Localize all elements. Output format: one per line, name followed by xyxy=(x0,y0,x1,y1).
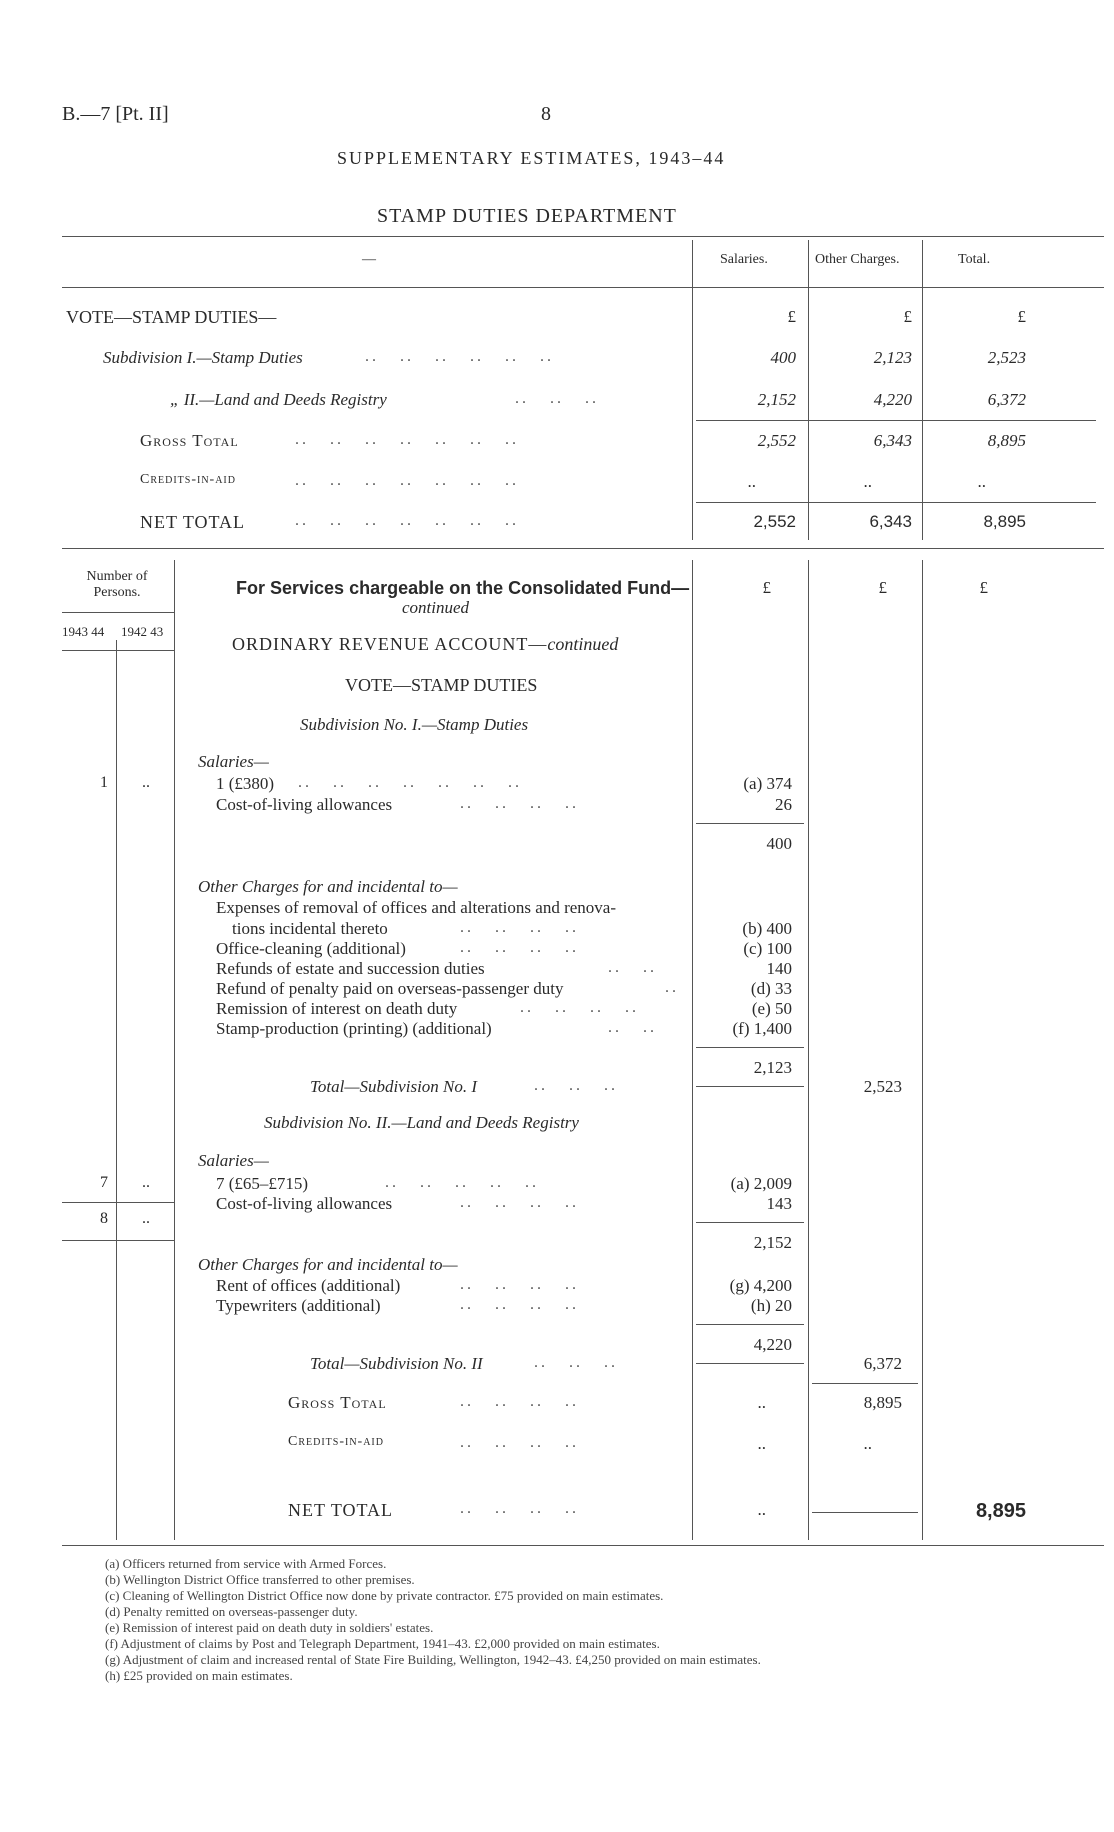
dot-leader: .. .. .. .. .. .. .. xyxy=(298,774,522,791)
net-total-total: 8,895 xyxy=(975,1500,1026,1522)
line-item-label: Office-cleaning (additional) xyxy=(216,939,406,958)
line-item-amount: 140 xyxy=(766,959,792,978)
column-header-other-charges: Other Charges. xyxy=(815,252,900,267)
dot-leader: .. .. .. xyxy=(515,390,599,407)
line-item-amount: (c) 100 xyxy=(743,939,792,958)
other-charges-subtotal: 4,220 xyxy=(753,1335,792,1354)
salaries-heading: Salaries— xyxy=(198,752,269,771)
summary-salaries-value: 400 xyxy=(770,348,796,367)
gross-total-label: Gross Total xyxy=(288,1393,387,1412)
persons-year-current: 1943 44 xyxy=(62,624,105,639)
line-item-amount: (a) 374 xyxy=(743,774,792,793)
dot-leader: .. .. xyxy=(608,1019,657,1036)
persons-count-previous: .. xyxy=(142,1174,150,1191)
dot-leader: .. .. .. .. xyxy=(460,1296,579,1313)
salaries-subtotal: 400 xyxy=(766,834,792,853)
dot-leader: .. .. .. .. xyxy=(460,939,579,956)
gross-total-salaries: .. xyxy=(757,1393,766,1412)
line-item-label: tions incidental thereto xyxy=(232,919,388,938)
column-divider xyxy=(174,560,175,1540)
dot-leader: .. .. .. xyxy=(534,1354,618,1371)
subtotal-rule xyxy=(696,823,804,824)
line-item-label: 1 (£380) xyxy=(216,774,275,793)
other-charges-subtotal: 2,123 xyxy=(753,1058,792,1077)
dot-leader: .. .. .. .. xyxy=(460,919,579,936)
currency-symbol: £ xyxy=(1017,307,1026,326)
line-item-amount: (b) 400 xyxy=(742,919,792,938)
net-total-label: NET TOTAL xyxy=(140,512,246,532)
summary-other-value: 4,220 xyxy=(873,390,912,409)
other-charges-heading: Other Charges for and incidental to— xyxy=(198,877,458,896)
footnote: (d) Penalty remitted on overseas-passenger duty. xyxy=(105,1604,358,1619)
dot-leader: .. .. .. xyxy=(534,1077,618,1094)
summary-total-value: 6,372 xyxy=(987,390,1026,409)
column-divider xyxy=(808,240,809,540)
dot-leader: .. .. .. .. xyxy=(460,1500,579,1517)
rule xyxy=(62,236,1104,237)
persons-year-previous: 1942 43 xyxy=(121,624,164,639)
gross-total-label: Gross Total xyxy=(140,431,239,450)
line-item-amount: (e) 50 xyxy=(751,999,792,1018)
line-item-label: 7 (£65–£715) xyxy=(216,1174,309,1193)
account-title xyxy=(232,634,618,655)
footnote: (e) Remission of interest paid on death duty in soldiers' estates. xyxy=(105,1620,434,1635)
dot-leader: .. .. .. .. xyxy=(460,1434,579,1451)
subtotal-rule xyxy=(696,1363,804,1364)
dot-leader: .. .. .. .. xyxy=(460,1276,579,1293)
footnote: (h) £25 provided on main estimates. xyxy=(105,1668,293,1683)
persons-count-current: 7 xyxy=(100,1174,108,1191)
column-divider xyxy=(922,240,923,540)
line-item-label: Remission of interest on death duty xyxy=(216,999,458,1018)
department-title: STAMP DUTIES DEPARTMENT xyxy=(377,205,677,227)
credits-total: .. xyxy=(977,472,986,491)
rule xyxy=(62,1240,174,1241)
column-divider xyxy=(922,560,923,1540)
line-item-amount: 143 xyxy=(766,1194,792,1213)
dot-leader: .. .. .. .. .. .. .. xyxy=(295,472,519,489)
net-total-total: 8,895 xyxy=(983,512,1026,531)
persons-total-current: 8 xyxy=(100,1210,108,1227)
line-item-amount: (g) 4,200 xyxy=(729,1276,792,1295)
subtotal-rule xyxy=(812,1383,918,1384)
column-header-total: Total. xyxy=(958,252,991,267)
fund-continued: continued xyxy=(402,598,470,617)
gross-total-other: 6,343 xyxy=(873,431,912,450)
subtotal-rule xyxy=(696,1086,804,1087)
rule xyxy=(62,650,174,651)
subtotal-rule xyxy=(696,1324,804,1325)
credits-salaries: .. xyxy=(757,1434,766,1453)
salaries-subtotal: 2,152 xyxy=(753,1233,792,1252)
rule xyxy=(62,612,174,613)
page-number: 8 xyxy=(541,103,551,125)
gross-total-total: 8,895 xyxy=(863,1393,902,1412)
dot-leader: .. .. .. .. xyxy=(460,1393,579,1410)
currency-symbol: £ xyxy=(787,307,796,326)
net-total-label: NET TOTAL xyxy=(288,1500,394,1520)
summary-other-value: 2,123 xyxy=(873,348,912,367)
account-continued: continued xyxy=(547,634,619,654)
credits-total: .. xyxy=(863,1434,872,1453)
subdivision-total-value: 6,372 xyxy=(863,1354,902,1373)
fund-title: For Services chargeable on the Consolidated Fund— xyxy=(236,578,690,598)
currency-symbol: £ xyxy=(878,578,887,597)
gross-total-salaries: 2,552 xyxy=(757,431,796,450)
dot-leader: .. .. .. .. xyxy=(520,999,639,1016)
rule xyxy=(62,287,1104,288)
dot-leader: .. .. .. .. .. .. .. xyxy=(295,431,519,448)
currency-symbol: £ xyxy=(762,578,771,597)
column-divider xyxy=(116,640,117,1540)
credits-in-aid-label: Credits-in-aid xyxy=(288,1434,384,1449)
account-title-text: ORDINARY REVENUE ACCOUNT— xyxy=(232,634,548,654)
line-item-label: Cost-of-living allowances xyxy=(216,1194,393,1213)
subtotal-rule xyxy=(696,1222,804,1223)
summary-row-label: Subdivision I.—Stamp Duties xyxy=(103,348,303,367)
vote-title: VOTE—STAMP DUTIES— xyxy=(66,307,277,327)
subdivision-total-label: Total—Subdivision No. I xyxy=(310,1077,478,1096)
subtotal-rule xyxy=(696,1047,804,1048)
summary-salaries-value: 2,152 xyxy=(757,390,796,409)
estimates-title: SUPPLEMENTARY ESTIMATES, 1943–44 xyxy=(337,148,726,168)
detail-vote-title: VOTE—STAMP DUTIES xyxy=(345,675,538,695)
persons-count-previous: .. xyxy=(142,774,150,791)
column-header-salaries: Salaries. xyxy=(720,252,768,267)
subtotal-rule xyxy=(812,1512,918,1513)
dot-leader: .. .. .. .. .. .. xyxy=(365,348,554,365)
line-item-amount: (h) 20 xyxy=(750,1296,792,1315)
rule xyxy=(62,1202,174,1203)
dot-leader: .. .. .. .. .. xyxy=(385,1174,539,1191)
summary-row-label: „ II.—Land and Deeds Registry xyxy=(170,390,387,409)
subtotal-rule xyxy=(696,420,1096,421)
gross-total-total: 8,895 xyxy=(987,431,1026,450)
line-item-amount: 26 xyxy=(775,795,792,814)
other-charges-heading: Other Charges for and incidental to— xyxy=(198,1255,458,1274)
footnote: (b) Wellington District Office transferred to other premises. xyxy=(105,1572,415,1587)
footnote: (g) Adjustment of claim and increased rental of State Fire Building, Wellington, 1942–43. £4,250 provided on main estimates. xyxy=(105,1652,761,1667)
line-item-amount: (a) 2,009 xyxy=(730,1174,792,1193)
dot-leader: .. .. .. .. xyxy=(460,795,579,812)
salaries-heading: Salaries— xyxy=(198,1151,269,1170)
line-item-label: Cost-of-living allowances xyxy=(216,795,393,814)
rule xyxy=(62,548,1104,549)
line-item-amount: (d) 33 xyxy=(750,979,792,998)
persons-header: Number of Persons. xyxy=(86,569,148,600)
credits-in-aid-label: Credits-in-aid xyxy=(140,472,236,487)
currency-symbol: £ xyxy=(903,307,912,326)
subdivision-title: Subdivision No. I.—Stamp Duties xyxy=(300,715,529,734)
footnote: (f) Adjustment of claims by Post and Telegraph Department, 1941–43. £2,000 provided on main estimates. xyxy=(105,1636,660,1651)
rule xyxy=(62,1545,1104,1546)
line-item-label: Refunds of estate and succession duties xyxy=(216,959,485,978)
footnote: (c) Cleaning of Wellington District Office now done by private contractor. £75 provided on main estimates. xyxy=(105,1588,664,1603)
net-total-salaries: 2,552 xyxy=(753,512,796,531)
line-item-label: Expenses of removal of offices and alterations and renova- xyxy=(216,898,616,917)
line-item-amount: (f) 1,400 xyxy=(732,1019,792,1038)
dot-leader: .. .. xyxy=(608,959,657,976)
line-item-label: Refund of penalty paid on overseas-passenger duty xyxy=(216,979,564,998)
line-item-label: Rent of offices (additional) xyxy=(216,1276,401,1295)
column-header-blank: — xyxy=(362,252,376,267)
column-divider xyxy=(692,560,693,1540)
column-divider xyxy=(808,560,809,1540)
currency-symbol: £ xyxy=(979,578,988,597)
page-reference: B.—7 [Pt. II] xyxy=(62,103,169,125)
net-total-salaries: .. xyxy=(757,1500,766,1519)
line-item-label: Stamp-production (printing) (additional) xyxy=(216,1019,492,1038)
subtotal-rule xyxy=(696,502,1096,503)
dot-leader: .. .. .. .. .. .. .. xyxy=(295,512,519,529)
dot-leader: .. .. .. .. xyxy=(460,1194,579,1211)
summary-total-value: 2,523 xyxy=(987,348,1026,367)
credits-other: .. xyxy=(863,472,872,491)
credits-salaries: .. xyxy=(747,472,756,491)
net-total-other: 6,343 xyxy=(869,512,912,531)
persons-count-current: 1 xyxy=(100,774,108,791)
persons-total-previous: .. xyxy=(142,1210,150,1227)
subdivision-total-label: Total—Subdivision No. II xyxy=(310,1354,483,1373)
subdivision-total-value: 2,523 xyxy=(863,1077,902,1096)
dot-leader: .. xyxy=(665,979,679,996)
line-item-label: Typewriters (additional) xyxy=(216,1296,381,1315)
footnote: (a) Officers returned from service with Armed Forces. xyxy=(105,1556,387,1571)
subdivision-title: Subdivision No. II.—Land and Deeds Registry xyxy=(264,1113,579,1132)
column-divider xyxy=(692,240,693,540)
